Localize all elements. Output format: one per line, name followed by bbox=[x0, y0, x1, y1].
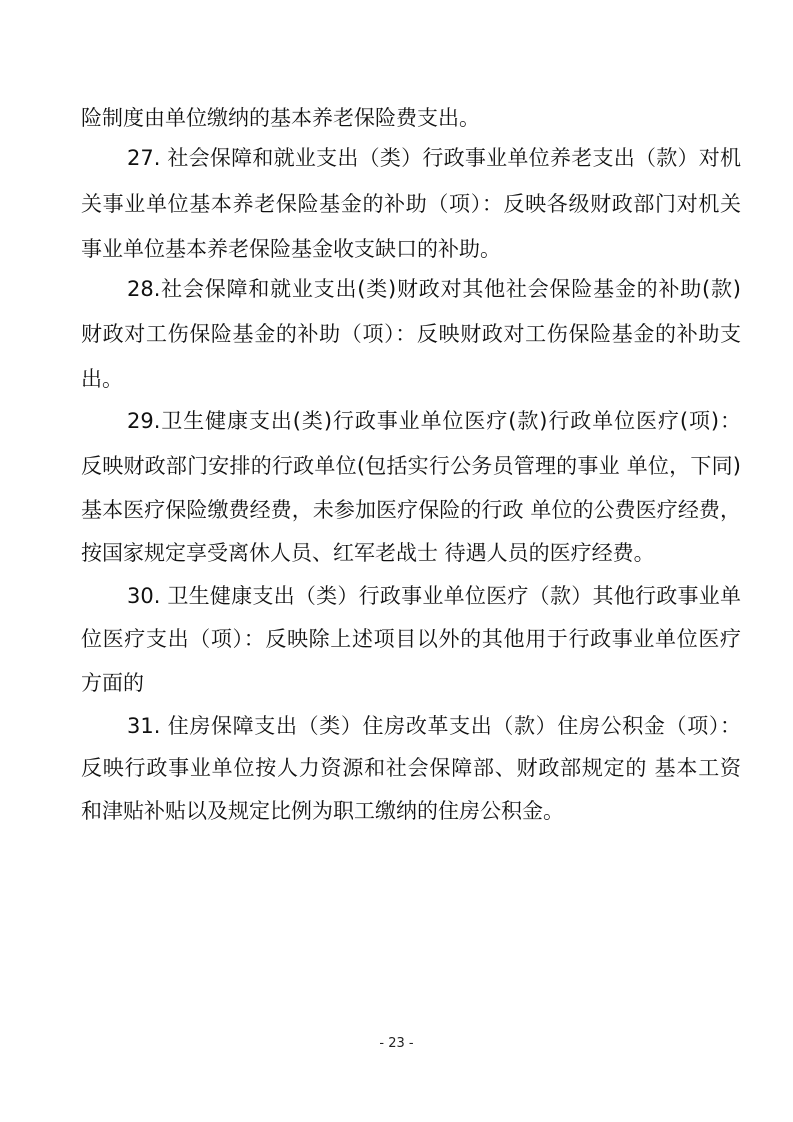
paragraph-line: 关事业单位基本养老保险基金的补助（项）：反映各级财政部门对机关 bbox=[81, 192, 741, 216]
paragraph-line: 28.社会保障和就业支出(类)财政对其他社会保险基金的补助(款) bbox=[127, 277, 741, 301]
paragraph-line: 财政对工伤保险基金的补助（项）：反映财政对工伤保险基金的补助支 bbox=[81, 322, 741, 346]
paragraph-line: 方面的 bbox=[81, 671, 144, 695]
paragraph-line: 基本医疗保险缴费经费，未参加医疗保险的行政 单位的公费医疗经费， bbox=[81, 498, 741, 522]
paragraph-line: 反映财政部门安排的行政单位(包括实行公务员管理的事业 单位，下同) bbox=[81, 454, 741, 478]
paragraph-line: 27. 社会保障和就业支出（类）行政事业单位养老支出（款）对机 bbox=[127, 146, 741, 170]
paragraph-line: 位医疗支出（项）：反映除上述项目以外的其他用于行政事业单位医疗 bbox=[81, 627, 741, 651]
paragraph-line: 反映行政事业单位按人力资源和社会保障部、财政部规定的 基本工资 bbox=[81, 756, 741, 780]
paragraph-line: 29.卫生健康支出(类)行政事业单位医疗(款)行政单位医疗(项)： bbox=[127, 409, 741, 433]
paragraph-line: 事业单位基本养老保险基金收支缺口的补助。 bbox=[81, 237, 501, 261]
paragraph-line: 30. 卫生健康支出（类）行政事业单位医疗（款）其他行政事业单 bbox=[127, 584, 741, 608]
paragraph-line: 出。 bbox=[81, 367, 123, 391]
paragraph-line: 按国家规定享受离休人员、红军老战士 待遇人员的医疗经费。 bbox=[81, 541, 655, 565]
paragraph-line: 31. 住房保障支出（类）住房改革支出（款）住房公积金（项）： bbox=[127, 714, 741, 738]
paragraph-line: 和津贴补贴以及规定比例为职工缴纳的住房公积金。 bbox=[81, 799, 564, 823]
paragraph-line: 险制度由单位缴纳的基本养老保险费支出。 bbox=[81, 106, 480, 130]
page-number: - 23 - bbox=[379, 1036, 414, 1051]
